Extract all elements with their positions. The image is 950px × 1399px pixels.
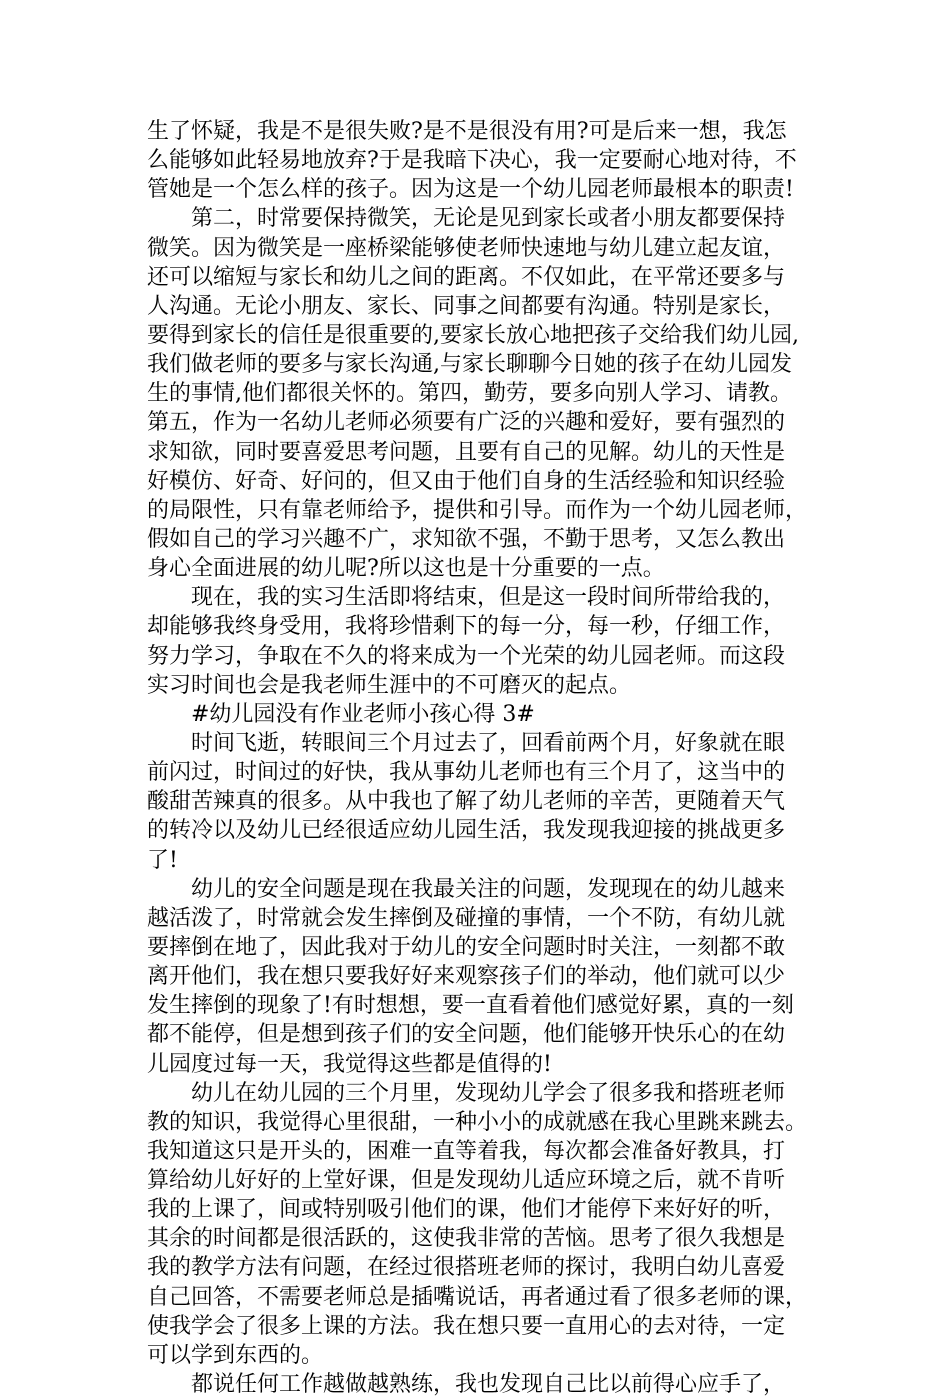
text-line: 越活泼了，时常就会发生摔倒及碰撞的事情，一个不防，有幼儿就	[147, 905, 786, 931]
text-line: 教的知识，我觉得心里很甜，一种小小的成就感在我心里跳来跳去。	[147, 1109, 808, 1135]
text-line: 儿园度过每一天，我觉得这些都是值得的!	[147, 1051, 552, 1077]
text-line: 使我学会了很多上课的方法。我在想只要一直用心的去对待，一定	[147, 1313, 786, 1339]
text-line: 发生摔倒的现象了!有时想想，要一直看着他们感觉好累，真的一刻	[147, 993, 794, 1019]
text-line: 自己回答，不需要老师总是插嘴说话，再者通过看了很多老师的课，	[147, 1284, 808, 1310]
text-line: 的局限性，只有靠老师给予，提供和引导。而作为一个幼儿园老师，	[147, 497, 808, 523]
text-line: 都说任何工作越做越熟练，我也发现自己比以前得心应手了，	[191, 1372, 786, 1398]
text-line: 离开他们，我在想只要我好好来观察孩子们的举动，他们就可以少	[147, 964, 786, 990]
text-line: 要摔倒在地了，因此我对于幼儿的安全问题时时关注，一刻都不敢	[147, 934, 786, 960]
text-line: 求知欲，同时要喜爱思考问题，且要有自己的见解。幼儿的天性是	[147, 439, 786, 465]
text-line: 幼儿在幼儿园的三个月里，发现幼儿学会了很多我和搭班老师	[191, 1080, 786, 1106]
text-line: 努力学习，争取在不久的将来成为一个光荣的幼儿园老师。而这段	[147, 643, 786, 669]
text-line: 生的事情,他们都很关怀的。第四，勤劳，要多向别人学习、请教。	[147, 381, 792, 407]
text-line: 的转冷以及幼儿已经很适应幼儿园生活，我发现我迎接的挑战更多	[147, 818, 786, 844]
text-line: 身心全面进展的幼儿呢?所以这也是十分重要的一点。	[147, 556, 665, 582]
text-line: 第五，作为一名幼儿老师必须要有广泛的兴趣和爱好，要有强烈的	[147, 410, 786, 436]
text-line: #幼儿园没有作业老师小孩心得 3#	[191, 701, 535, 727]
text-line: 酸甜苦辣真的很多。从中我也了解了幼儿老师的辛苦，更随着天气	[147, 789, 786, 815]
text-line: 却能够我终身受用，我将珍惜剩下的每一分，每一秒，仔细工作，	[147, 614, 786, 640]
text-line: 现在，我的实习生活即将结束，但是这一段时间所带给我的，	[191, 585, 786, 611]
text-line: 幼儿的安全问题是现在我最关注的问题，发现现在的幼儿越来	[191, 876, 786, 902]
text-line: 时间飞逝，转眼间三个月过去了，回看前两个月，好象就在眼	[191, 730, 786, 756]
text-line: 我知道这只是开头的，困难一直等着我，每次都会准备好教具，打	[147, 1138, 786, 1164]
text-line: 其余的时间都是很活跃的，这使我非常的苦恼。思考了很久我想是	[147, 1226, 786, 1252]
text-line: 生了怀疑，我是不是很失败?是不是很没有用?可是后来一想，我怎	[147, 119, 787, 144]
text-line: 实习时间也会是我老师生涯中的不可磨灭的起点。	[147, 672, 632, 698]
text-line: 要得到家长的信任是很重要的,要家长放心地把孩子交给我们幼儿园,	[147, 322, 799, 348]
text-line: 算给幼儿好好的上堂好课，但是发现幼儿适应环境之后，就不肯听	[147, 1168, 786, 1194]
text-line: 我们做老师的要多与家长沟通,与家长聊聊今日她的孩子在幼儿园发	[147, 352, 792, 378]
document-page	[147, 117, 812, 1399]
text-line: 么能够如此轻易地放弃?于是我暗下决心，我一定要耐心地对待，不	[147, 148, 797, 174]
text-line: 可以学到东西的。	[147, 1342, 324, 1368]
text-line: 前闪过，时间过的好快，我从事幼儿老师也有三个月了，这当中的	[147, 760, 786, 786]
text-line: 好模仿、好奇、好问的，但又由于他们自身的生活经验和知识经验	[147, 468, 786, 494]
text-line: 微笑。因为微笑是一座桥梁能够使老师快速地与幼儿建立起友谊，	[147, 235, 786, 261]
text-line: 我的教学方法有问题，在经过很搭班老师的探讨，我明白幼儿喜爱	[147, 1255, 786, 1281]
text-line: 管她是一个怎么样的孩子。因为这是一个幼儿园老师最根本的职责!	[147, 177, 794, 203]
text-line: 还可以缩短与家长和幼儿之间的距离。不仅如此，在平常还要多与	[147, 264, 786, 290]
text-line: 假如自己的学习兴趣不广，求知欲不强，不勤于思考，又怎么教出	[147, 526, 786, 552]
text-line: 人沟通。无论小朋友、家长、同事之间都要有沟通。特别是家长，	[147, 293, 786, 319]
text-line: 我的上课了，间或特别吸引他们的课，他们才能停下来好好的听，	[147, 1197, 786, 1223]
text-line: 都不能停，但是想到孩子们的安全问题，他们能够开快乐心的在幼	[147, 1022, 786, 1048]
text-line: 了!	[147, 847, 178, 873]
text-line: 第二，时常要保持微笑，无论是见到家长或者小朋友都要保持	[191, 206, 786, 232]
